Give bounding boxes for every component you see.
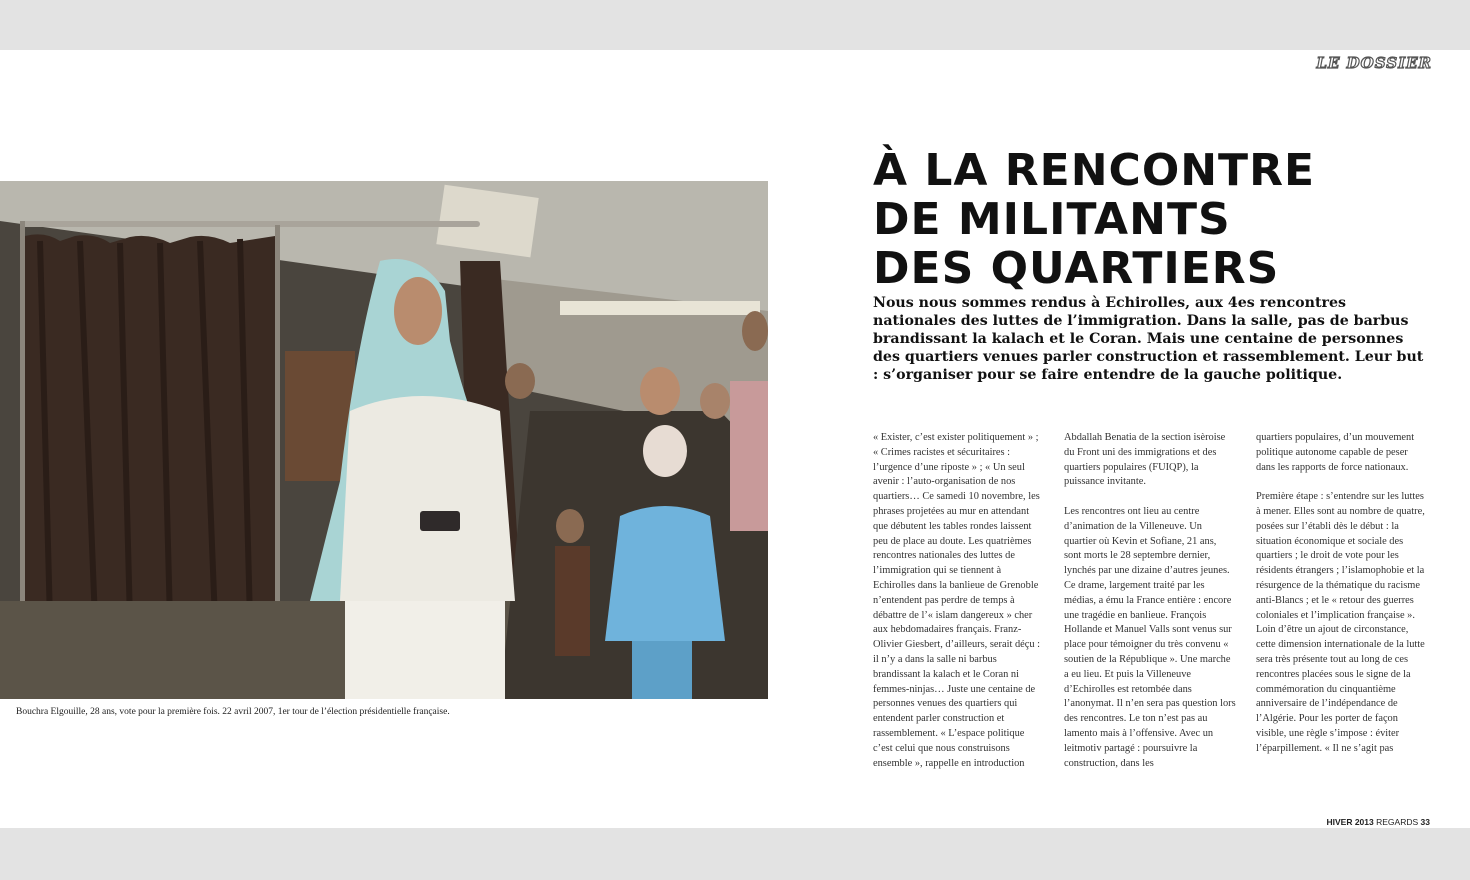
paragraph: quartiers populaires, d’un mouvement politique autonome capable de peser dans les rapports de force nationaux. (1256, 432, 1415, 473)
paragraph: « Exister, c’est exister politiquement » ; « Crimes racistes et sécuritaires : l’urgence d’une riposte » ; « Un seul avenir : l’auto-organisation de nos quartiers… Ce samedi 10 novembre, les phrases projetées au mur en attendant que débutent les tables rondes laissent peu de place au doute. Les quatrièmes rencontres nationales des luttes de l’immigration qui se tiennent à Echirolles dans la banlieue de Grenoble n’entendent pas perdre de temps à débattre de l’« islam dangereux » cher aux hebdomadaires français. Franz-Olivier Giesbert, d’ailleurs, serait déçu : il n’y a dans la salle ni barbus brandissant la kalach et le Coran ni femmes-ninjas… Juste une centaine de personnes venues des quartiers qui entendent parler construction et rassemblement. « L’espace politique c’est celui que nous construisons ensemble », rappelle en introduction (873, 432, 1041, 769)
article-photo (0, 181, 768, 699)
paragraph: Première étape : s’entendre sur les luttes à mener. Elles sont au nombre de quatre, posées sur l’établi dès le début : la situation économique et sociale des quartiers ; le droit de vote pour les résidents étrangers ; l’islamophobie et la résurgence de la thématique du racisme anti-Blancs ; et le « retour des guerres coloniales et l’implication française ». Loin d’être un ajout de circonstance, cette dimension internationale de la lutte sera très présente tout au long de ces rencontres placées sous le signe de la commémoration du cinquantième anniversaire de l’indépendance de l’Algérie. Pour les porter de façon visible, une règle s’impose : éviter l’éparpillement. « Il ne s’agit pas (1256, 491, 1425, 754)
text-column-3 (1256, 431, 1428, 771)
text-column-2 (1064, 431, 1236, 786)
photo-caption: Bouchra Elgouille, 28 ans, vote pour la première fois. 22 avril 2007, 1er tour de l’élection présidentielle française. (16, 707, 450, 717)
paragraph: Abdallah Benatia de la section isèroise du Front uni des immigrations et des quartiers populaires (FUIQP), la puissance invitante. (1064, 432, 1226, 488)
text-column-1 (873, 431, 1045, 786)
headline: À LA RENCONTRE DE MILITANTS DES QUARTIERS (873, 145, 1316, 294)
folio-season: HIVER 2013 (1326, 817, 1374, 827)
page-folio (1326, 817, 1430, 827)
standfirst: Nous nous sommes rendus à Echirolles, aux 4es rencontres nationales des luttes de l’immigration. Dans la salle, pas de barbus brandissant la kalach et le Coran. Mais une centaine de personnes des quartiers venues parler construction et rassemblement. Leur but : s’organiser pour se faire entendre de la gauche politique. (873, 295, 1424, 383)
magazine-spread (0, 50, 1470, 828)
section-tag: LE DOSSIER (1316, 54, 1432, 72)
paragraph: Les rencontres ont lieu au centre d’animation de la Villeneuve. Un quartier où Kevin et Sofiane, 21 ans, sont morts le 28 septembre dernier, lynchés par une dizaine d’autres jeunes. Ce drame, largement traité par les médias, a ému la France entière : encore une tragédie en banlieue. François Hollande et Manuel Valls sont venus sur place pour témoigner du très convenu « soutien de la République ». Une marche a eu lieu. Et puis la Villeneuve d’Echirolles est retombée dans l’anonymat. Il n’en sera pas question lors des rencontres. Le ton n’est pas au lamento mais à l’offensive. Avec un leitmotiv partagé : poursuivre la construction, dans les (1064, 505, 1236, 769)
folio-page-number: 33 (1420, 817, 1430, 827)
folio-magazine: REGARDS (1376, 817, 1419, 827)
